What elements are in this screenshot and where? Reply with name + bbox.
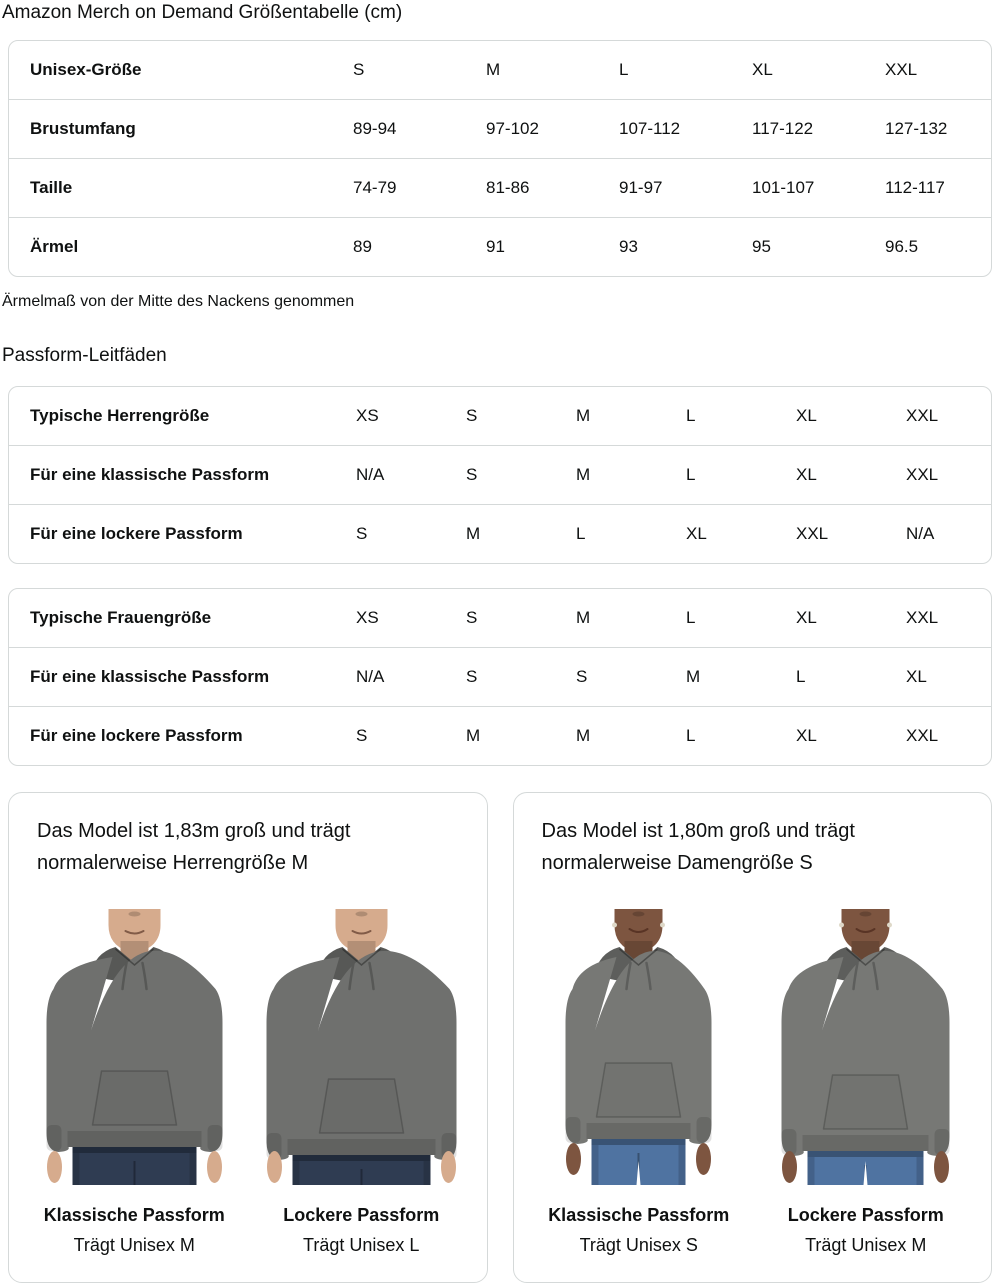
value-cell: XL (796, 608, 817, 627)
value-cell: XXL (906, 406, 939, 425)
table-row (9, 217, 991, 276)
female-card-heading: Das Model ist 1,80m groß und trägt normalerweise Damengröße S (541, 820, 855, 874)
female-classic-fit-column (525, 895, 752, 1256)
value-cell: S (466, 608, 478, 627)
value-cell: M (576, 726, 591, 745)
male-card-heading: Das Model ist 1,83m groß und trägt normalerweise Herrengröße M (37, 820, 351, 874)
row-label-cell: Typische Frauengröße (30, 608, 212, 627)
model-cards-row (8, 792, 992, 1283)
value-cell: 89-94 (353, 119, 397, 138)
value-cell: S (466, 667, 478, 686)
value-cell: 97-102 (486, 119, 539, 138)
value-cell: XL (796, 406, 817, 425)
value-cell: 101-107 (752, 178, 815, 197)
female-classic-fit-photo (525, 895, 752, 1185)
fit-caption: Lockere Passform (787, 1205, 944, 1225)
table-row (9, 504, 991, 563)
row-label-cell: Brustumfang (30, 119, 136, 138)
value-cell: L (686, 465, 696, 484)
row-label-cell: Für eine klassische Passform (30, 667, 270, 686)
mens-fit-table (8, 386, 992, 564)
table-row (9, 99, 991, 158)
value-cell: 112-117 (885, 178, 945, 197)
value-cell: 89 (353, 237, 372, 256)
value-cell: L (686, 608, 696, 627)
value-cell: S (356, 726, 368, 745)
value-cell: L (576, 524, 586, 543)
value-cell: M (466, 524, 481, 543)
value-cell: 95 (752, 237, 771, 256)
value-cell: M (686, 667, 701, 686)
value-cell: XXL (906, 465, 939, 484)
value-cell: L (686, 406, 696, 425)
fit-guides-heading: Passform-Leitfäden (2, 345, 167, 366)
male-loose-fit-photo (248, 895, 475, 1185)
value-cell: L (796, 667, 806, 686)
sleeve-measure-note: Ärmelmaß von der Mitte des Nackens genommen (2, 293, 355, 310)
value-cell: XL (796, 465, 817, 484)
female-models (514, 895, 992, 1256)
row-label-cell: Ärmel (30, 237, 79, 256)
womens-fit-table (8, 588, 992, 766)
value-cell: M (576, 465, 591, 484)
value-cell: N/A (906, 524, 935, 543)
table-row (9, 706, 991, 765)
value-cell: S (466, 465, 478, 484)
female-model-card (513, 792, 993, 1283)
value-cell: 93 (619, 237, 638, 256)
size-caption: Trägt Unisex M (805, 1235, 927, 1255)
row-label-cell: Für eine lockere Passform (30, 726, 243, 745)
value-cell: 91-97 (619, 178, 663, 197)
value-cell: XL (796, 726, 817, 745)
value-cell: M (576, 608, 591, 627)
value-cell: 127-132 (885, 119, 948, 138)
fit-caption: Klassische Passform (43, 1205, 225, 1225)
value-cell: XL (752, 60, 773, 79)
female-loose-fit-column (752, 895, 979, 1256)
value-cell: 117-122 (752, 119, 814, 138)
value-cell: 74-79 (353, 178, 397, 197)
table-row (9, 41, 991, 99)
table-row (9, 158, 991, 217)
table-row (9, 647, 991, 706)
value-cell: S (466, 406, 478, 425)
table-row (9, 387, 991, 445)
value-cell: 96.5 (885, 237, 919, 256)
row-label-cell: Für eine klassische Passform (30, 465, 270, 484)
table-row (9, 445, 991, 504)
row-label-cell: Für eine lockere Passform (30, 524, 243, 543)
size-caption: Trägt Unisex S (579, 1235, 698, 1255)
value-cell: M (466, 726, 481, 745)
fit-caption: Klassische Passform (548, 1205, 730, 1225)
value-cell: S (353, 60, 365, 79)
value-cell: L (686, 726, 696, 745)
value-cell: S (576, 667, 588, 686)
value-cell: L (619, 60, 629, 79)
male-models (9, 895, 487, 1256)
value-cell: M (486, 60, 501, 79)
table-row (9, 589, 991, 647)
male-classic-fit-photo (21, 895, 248, 1185)
row-label-cell: Typische Herrengröße (30, 406, 210, 425)
size-caption: Trägt Unisex M (73, 1235, 195, 1255)
value-cell: XXL (796, 524, 829, 543)
page-title: Amazon Merch on Demand Größentabelle (cm) (2, 2, 403, 23)
male-loose-fit-column (248, 895, 475, 1256)
female-loose-fit-photo (752, 895, 979, 1185)
fit-caption: Lockere Passform (283, 1205, 440, 1225)
value-cell: XS (356, 608, 379, 627)
value-cell: XL (906, 667, 927, 686)
value-cell: S (356, 524, 368, 543)
male-classic-fit-column (21, 895, 248, 1256)
row-label-cell: Unisex-Größe (30, 60, 142, 79)
male-model-card (8, 792, 488, 1283)
value-cell: 91 (486, 237, 505, 256)
value-cell: XL (686, 524, 707, 543)
value-cell: XS (356, 406, 379, 425)
value-cell: N/A (356, 465, 385, 484)
unisex-size-table (8, 40, 992, 277)
value-cell: 107-112 (619, 119, 681, 138)
value-cell: 81-86 (486, 178, 530, 197)
value-cell: M (576, 406, 591, 425)
value-cell: XXL (906, 608, 939, 627)
value-cell: XXL (906, 726, 939, 745)
row-label-cell: Taille (30, 178, 73, 197)
value-cell: XXL (885, 60, 918, 79)
size-caption: Trägt Unisex L (303, 1235, 420, 1255)
value-cell: N/A (356, 667, 385, 686)
